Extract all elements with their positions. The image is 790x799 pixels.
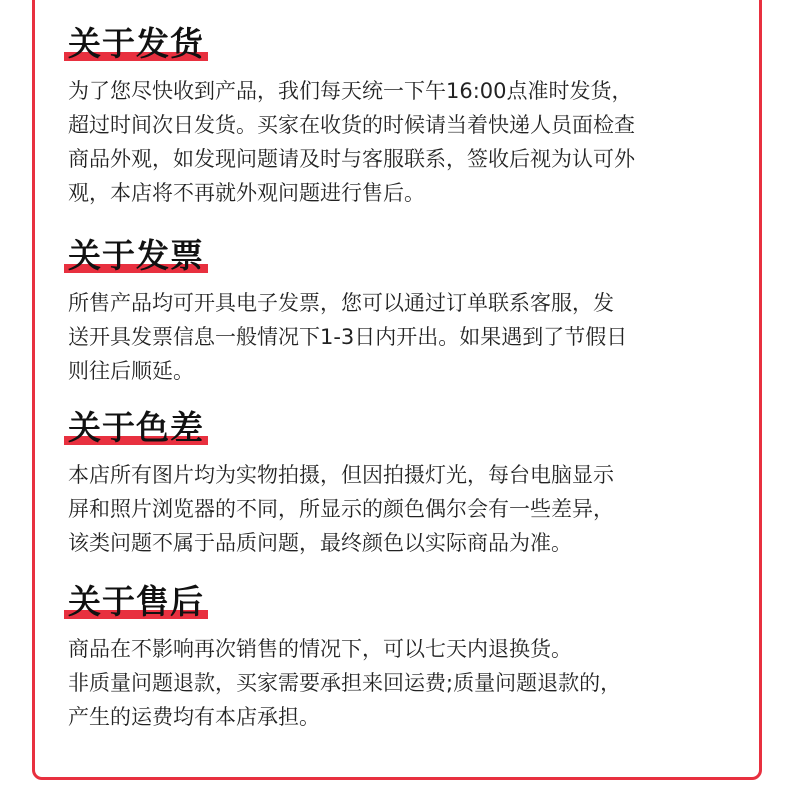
invoice-heading [64,236,208,280]
text-line: 则往后顺延。 [68,359,194,383]
text-line: 观，本店将不再就外观问题进行售后。 [68,181,425,205]
invoice-section [64,236,754,388]
color-difference-text [68,458,754,560]
text-line: 该类问题不属于品质问题，最终颜色以实际商品为准。 [68,531,572,555]
text-line: 所售产品均可开具电子发票，您可以通过订单联系客服，发 [68,291,614,315]
text-line: 为了您尽快收到产品，我们每天统一下午16:00点准时发货， [68,79,633,103]
text-line: 商品外观，如发现问题请及时与客服联系，签收后视为认可外 [68,147,635,171]
text-line: 产生的运费均有本店承担。 [68,705,320,729]
shipping-text [68,74,754,210]
after-sales-heading [64,582,208,626]
after-sales-title: 关于售后 [68,582,204,621]
invoice-text [68,286,754,388]
shipping-section [64,24,754,210]
invoice-title: 关于发票 [68,236,204,275]
after-sales-section [64,582,754,734]
text-line: 超过时间次日发货。买家在收货的时候请当着快递人员面检查 [68,113,635,137]
text-line: 本店所有图片均为实物拍摄，但因拍摄灯光，每台电脑显示 [68,463,614,487]
text-line: 屏和照片浏览器的不同，所显示的颜色偶尔会有一些差异， [68,497,614,521]
shipping-heading [64,24,208,68]
text-line: 商品在不影响再次销售的情况下，可以七天内退换货。 [68,637,572,661]
after-sales-text [68,632,754,734]
color-difference-title: 关于色差 [68,408,204,447]
color-difference-heading [64,408,208,452]
shipping-title: 关于发货 [68,24,204,63]
color-difference-section [64,408,754,560]
text-line: 非质量问题退款，买家需要承担来回运费;质量问题退款的， [68,671,622,695]
text-line: 送开具发票信息一般情况下1-3日内开出。如果遇到了节假日 [68,325,628,349]
